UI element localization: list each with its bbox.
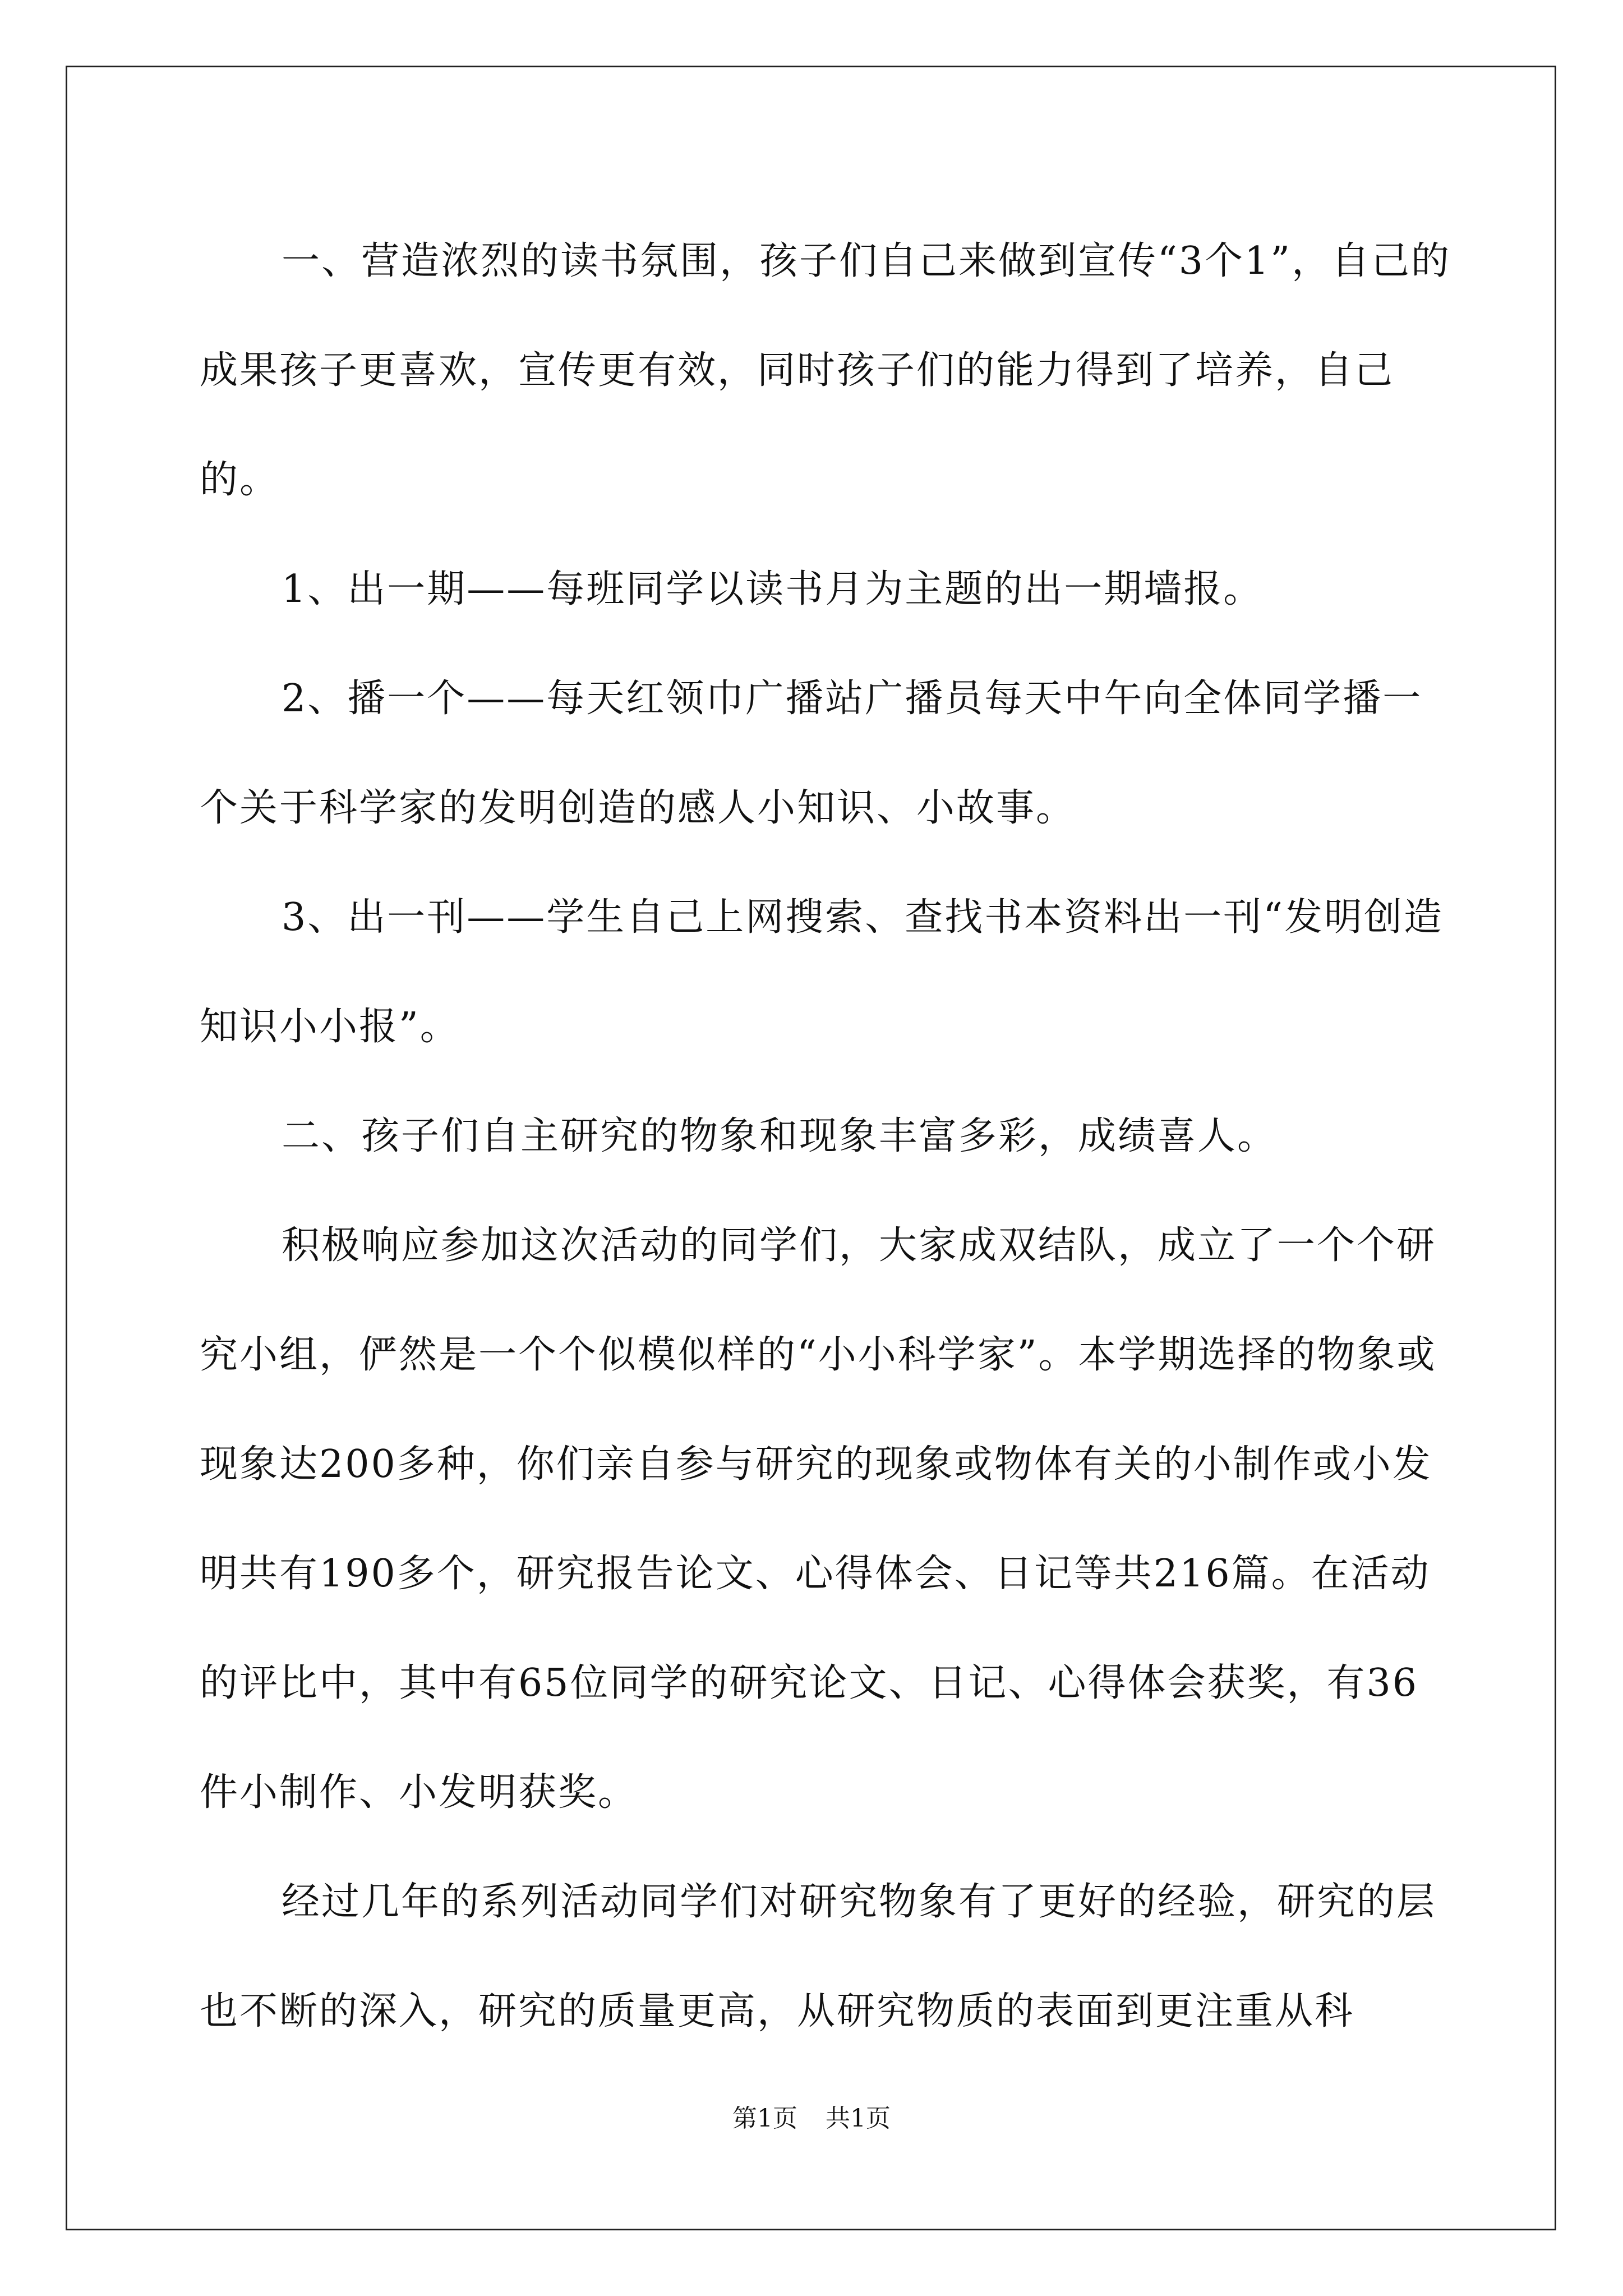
- page-number: 第1页: [732, 2104, 797, 2133]
- document-body: [200, 206, 1456, 2066]
- paragraph-4: 3、出一刊——学生自己上网搜索、查找书本资料出一刊“发明创造知识小小报”。: [200, 895, 1444, 1049]
- paragraph-5: 二、孩子们自主研究的物象和现象丰富多彩，成绩喜人。: [282, 1114, 1278, 1158]
- paragraph-3: 2、播一个——每天红领巾广播站广播员每天中午向全体同学播一个关于科学家的发明创造的感人小知识、小故事。: [200, 677, 1423, 830]
- paragraph-2: 1、出一期——每班同学以读书月为主题的出一期墙报。: [282, 567, 1264, 611]
- paragraph-1: 一、营造浓烈的读书氛围，孩子们自己来做到宣传“3个1”，自己的成果孩子更喜欢，宣传更有效，同时孩子们的能力得到了培养，自己的。: [200, 239, 1451, 502]
- page-total: 共1页: [826, 2104, 891, 2133]
- paragraph-7: 经过几年的系列活动同学们对研究物象有了更好的经验，研究的层也不断的深入，研究的质量更高，从研究物质的表面到更注重从科: [200, 1880, 1437, 2033]
- page-footer: [0, 2098, 1623, 2134]
- paragraph-6: 积极响应参加这次活动的同学们，大家成双结队，成立了一个个研究小组，俨然是一个个似模似样的“小小科学家”。本学期选择的物象或现象达200多种，你们亲自参与研究的现象或物体有关的小制作或小发明共有190多个，研究报告论文、心得体会、日记等共216篇。在活动的评比中，其中有65位同学的研究论文、日记、心得体会获奖，有36件小制作、小发明获奖。: [200, 1223, 1437, 1815]
